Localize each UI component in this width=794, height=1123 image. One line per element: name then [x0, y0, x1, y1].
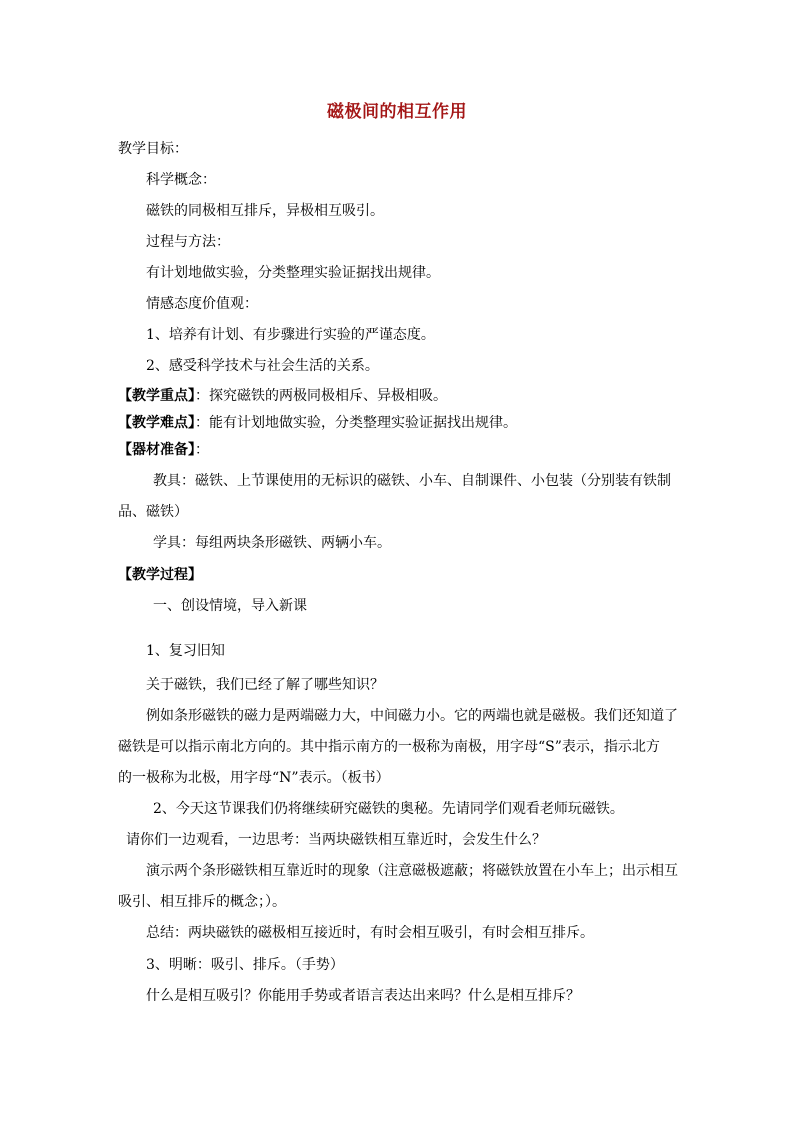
key-point-row: [118, 386, 447, 406]
difficulty-row: [118, 413, 517, 433]
paragraph-line: 关于磁铁，我们已经了解了哪些知识？: [146, 677, 384, 693]
paragraph-line: 教具：磁铁、上节课使用的无标识的磁铁、小车、自制课件、小包装（分别装有铁制: [153, 473, 671, 489]
paragraph-line: 2、今天这节课我们仍将继续研究磁铁的奥秘。先请同学们观看老师玩磁铁。: [153, 801, 624, 817]
heading-teaching-goals: 教学目标：: [118, 141, 188, 157]
label-teaching-process: 【教学过程】: [118, 567, 202, 583]
paragraph-line: 什么是相互吸引？你能用手势或者语言表达出来吗？什么是相互排斥？: [146, 988, 580, 1004]
label-key-point: 【教学重点】: [118, 388, 195, 404]
paragraph-line: 1、培养有计划、有步骤进行实验的严谨态度。: [146, 327, 435, 343]
materials-colon: ：: [195, 442, 209, 458]
paragraph-line: 的一极称为北极，用字母“N”表示。（板书）: [118, 770, 390, 786]
subheading-process-method: 过程与方法：: [146, 234, 230, 250]
paragraph-line: 总结：两块磁铁的磁极相互接近时，有时会相互吸引，有时会相互排斥。: [146, 925, 594, 941]
difficulty-text: ：能有计划地做实验，分类整理实验证据找出规律。: [195, 415, 517, 431]
paragraph-line: 品、磁铁）: [118, 504, 188, 520]
paragraph-line: 磁铁的同极相互排斥，异极相互吸引。: [146, 203, 384, 219]
section-heading: 一、创设情境，导入新课: [153, 598, 307, 614]
label-materials: 【器材准备】: [118, 442, 195, 458]
paragraph-line: 2、感受科学技术与社会生活的关系。: [146, 358, 379, 374]
paragraph-line: 磁铁是可以指示南北方向的。其中指示南方的一极称为南极，用字母“S”表示，指示北方: [118, 739, 660, 755]
paragraph-line: 学具：每组两块条形磁铁、两辆小车。: [153, 535, 391, 551]
paragraph-line: 3、明晰：吸引、排斥。（手势）: [146, 957, 344, 973]
key-point-text: ：探究磁铁的两极同极相斥、异极相吸。: [195, 388, 447, 404]
materials-row: [118, 440, 209, 460]
label-difficulty: 【教学难点】: [118, 415, 195, 431]
subheading-science-concept: 科学概念：: [146, 172, 216, 188]
subheading-attitude-values: 情感态度价值观：: [146, 296, 258, 312]
paragraph-line: 吸引、相互排斥的概念；）。: [118, 894, 286, 910]
paragraph-line: 有计划地做实验，分类整理实验证据找出规律。: [146, 265, 440, 281]
paragraph-line: 请你们一边观看，一边思考：当两块磁铁相互靠近时，会发生什么？: [126, 832, 546, 848]
paragraph-line: 演示两个条形磁铁相互靠近时的现象（注意磁极遮蔽；将磁铁放置在小车上；出示相互: [146, 863, 678, 879]
document-title: 磁极间的相互作用: [327, 102, 467, 122]
paragraph-line: 例如条形磁铁的磁力是两端磁力大，中间磁力小。它的两端也就是磁极。我们还知道了: [146, 708, 678, 724]
paragraph-line: 1、复习旧知: [146, 643, 225, 659]
